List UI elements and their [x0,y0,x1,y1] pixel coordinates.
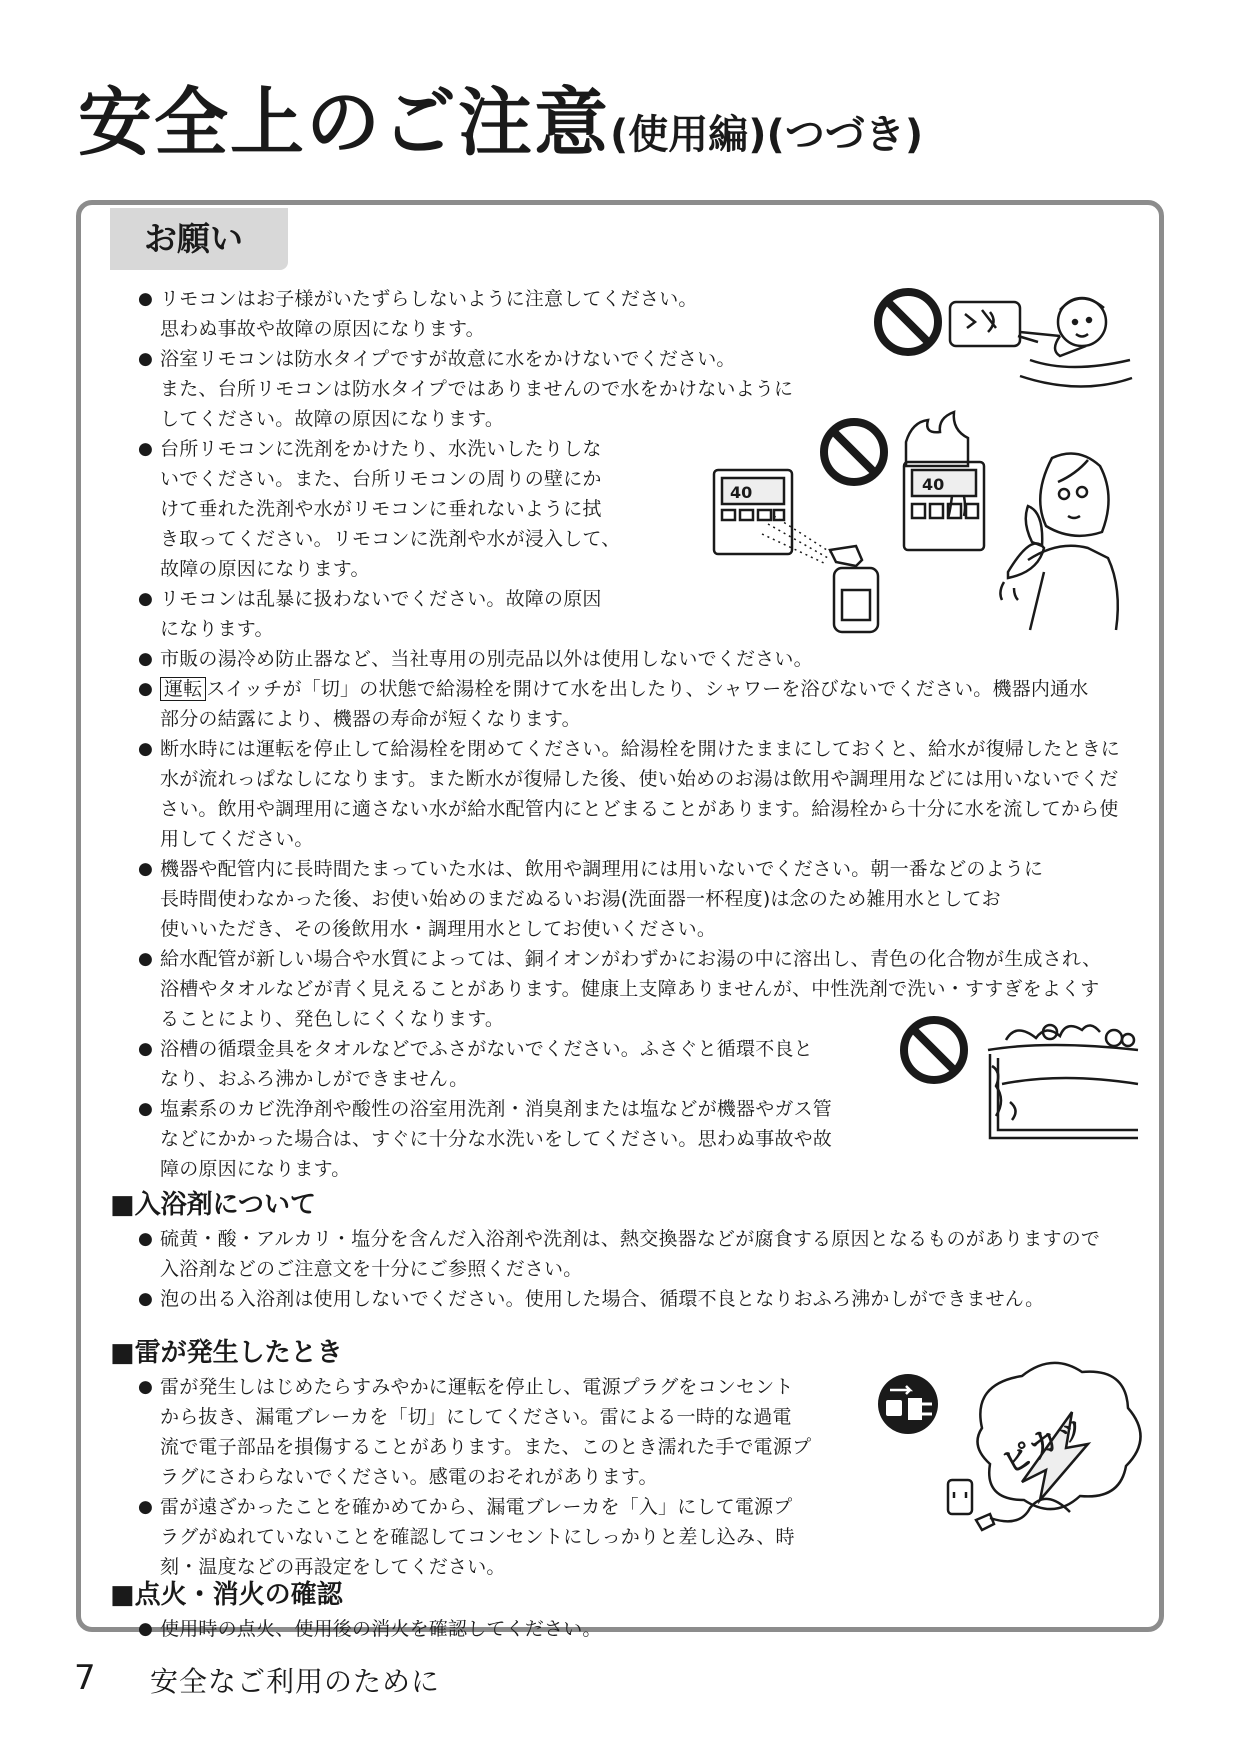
bullet-stagnant-water: ● 機器や配管内に長時間たまっていた水は、飲用や調理用には用いないでください。朝一番などのように 長時間使わなかった後、お使い始めのまだぬるいお湯(洗面器一杯程度)は念のため雑用水としてお 使いいただき、その後飲用水・調理用水としてお使いください。 [138,854,1043,944]
bullet-foaming-additive: ● 泡の出る入浴剤は使用しないでください。使用した場合、循環不良となりおふろ沸かしができません。 [138,1284,1044,1314]
heading-bath-additive: ■入浴剤について [110,1190,317,1220]
page-title [78,78,923,180]
title-sub: (使用編)(つづき) [610,112,924,158]
title-main: 安全上のご注意 [78,80,610,166]
heading-thunder: ■雷が発生したとき [110,1338,343,1368]
lightning-text: ピカッ [996,1406,1092,1483]
child-spraying-remote-illustration [870,280,1140,410]
bathtub-icon [988,1025,1138,1138]
remote-display-time-right: 40 [922,475,945,494]
bullet-circulation-fitting: ● 浴槽の循環金具をタオルなどでふさがないでください。ふさぐと循環不良と なり、おふろ沸かしができません。 [138,1034,813,1094]
bullet-kitchen-remote-detergent: ● 台所リモコンに洗剤をかけたり、水洗いしたりしな いでください。また、台所リモコンの周りの壁にか けて垂れた洗剤や水がリモコンに垂れないように拭 き取ってください。リモコンに洗剤や水が浸入して、 故障の原因になります。 [138,434,620,584]
footer-section-label: 安全なご利用のために [150,1665,441,1698]
bullet-bath-remote-water: ● 浴室リモコンは防水タイプですが故意に水をかけないでください。 また、台所リモコンは防水タイプではありませんので水をかけないように してください。故障の原因になります。 [138,344,793,434]
bullet-ignition-check: ● 使用時の点火、使用後の消火を確認してください。 [138,1614,602,1644]
bullet-water-outage: ● 断水時には運転を停止して給湯栓を閉めてください。給湯栓を開けたままにしておくと、給水が復帰したときに 水が流れっぱなしになります。また断水が復帰した後、使い始めのお湯は飲用や調理用などには用いないでくだ さい。飲用や調理用に適さない水が給水配管内にとどまることがあります。給湯栓から十分に水を流してから使 用してください。 [138,734,1120,854]
thunder-unplug-illustration [872,1362,1142,1542]
bathtub-towel-illustration [898,1010,1138,1146]
operation-switch-label: 運転 [160,677,206,701]
bullet-thunder-unplug: ● 雷が発生しはじめたらすみやかに運転を停止し、電源プラグをコンセント から抜き、漏電ブレーカを「切」にしてください。雷による一時的な過電 流で電子部品を損傷することがあります。また、このとき濡れた手で電源プ ラグにさわらないでください。感電のおそれがあります。 [138,1372,811,1492]
spray-bottle-icon [830,546,878,632]
kitchen-remote-left [714,470,792,554]
child-figure [1018,298,1132,387]
remote-display-time: 40 [730,483,753,502]
bullet-chlorine-detergent: ● 塩素系のカビ洗浄剤や酸性の浴室用洗剤・消臭剤または塩などが機器やガス管 などにかかった場合は、すぐに十分な水洗いをしてください。思わぬ事故や故 障の原因になります。 [138,1094,832,1184]
prohibition-icon [878,292,938,352]
page-number: 7 [74,1658,96,1698]
heading-ignition: ■点火・消火の確認 [110,1580,343,1610]
bath-remote-icon [950,302,1020,346]
bullet-remote-rough-handling: ● リモコンは乱暴に扱わないでください。故障の原因 になります。 [138,584,602,644]
bullet-commercial-products: ● 市販の湯冷め防止器など、当社専用の別売品以外は使用しないでください。 [138,644,813,674]
prohibition-icon [904,1020,964,1080]
spray-mist [762,516,830,564]
prohibition-icon [824,422,884,482]
kitchen-remote-detergent-illustration [708,412,1128,634]
request-tab: お願い [110,208,288,270]
bullet-thunder-reconnect: ● 雷が遠ざかったことを確かめてから、漏電ブレーカを「入」にして電源プ ラグがぬれていないことを確認してコンセントにしっかりと差し込み、時 刻・温度などの再設定をしてください。 [138,1492,795,1582]
bullet-operation-switch: ● 運転 スイッチが「切」の状態で給湯栓を開けて水を出したり、シャワーを浴びないでください。機器内通水 部分の結露により、機器の寿命が短くなります。 [138,674,1088,734]
bullet-copper-ions: ● 給水配管が新しい場合や水質によっては、銅イオンがわずかにお湯の中に溶出し、青色の化合物が生成され、 浴槽やタオルなどが青く見えることがあります。健康上支障ありませんが、中性洗剤で洗い・すすぎをよくす ることにより、発色しにくくなります。 [138,944,1101,1034]
woman-figure [1000,454,1117,631]
unplug-icon [878,1374,938,1434]
bullet-remote-kids: ● リモコンはお子様がいたずらしないように注意してください。 思わぬ事故や故障の原因になります。 [138,284,698,344]
bullet-sulfur-additive: ● 硫黄・酸・アルカリ・塩分を含んだ入浴剤や洗剤は、熱交換器などが腐食する原因となるものがありますので 入浴剤などのご注意文を十分にご参照ください。 [138,1224,1100,1284]
